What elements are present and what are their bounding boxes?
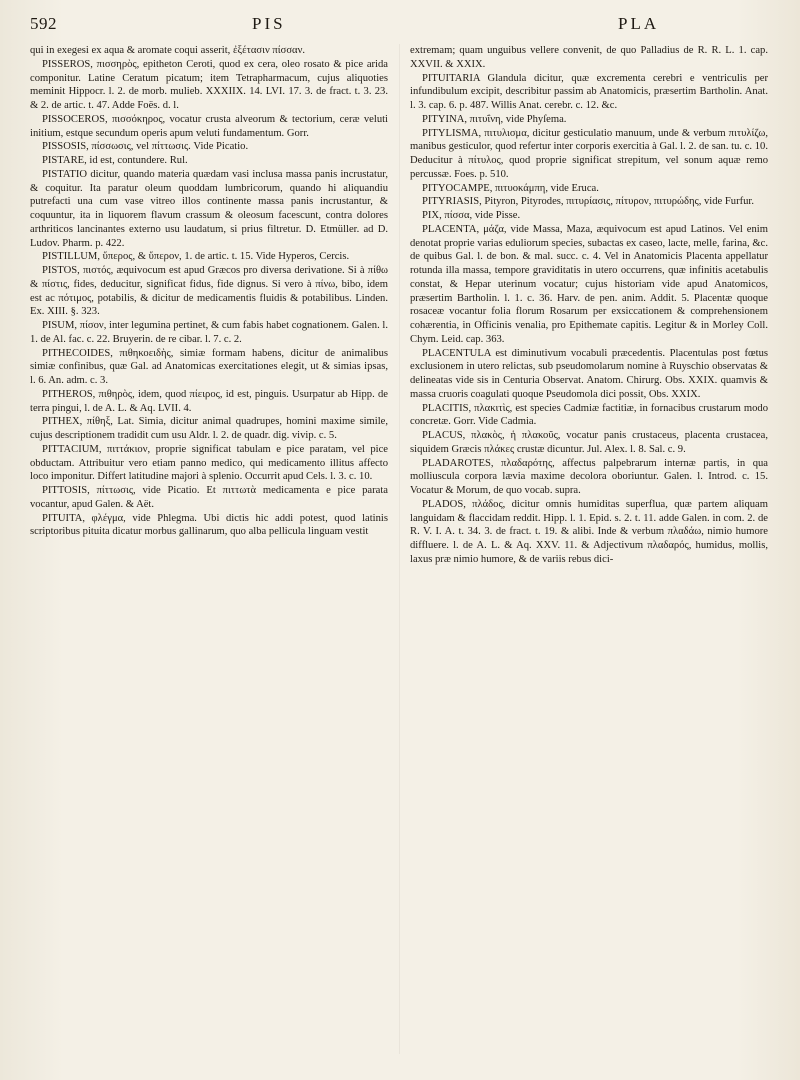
right-column: [410, 44, 768, 1064]
left-running-title: PIS: [252, 14, 286, 33]
entry-text: PISTARE, id est, contundere. Rul.: [42, 155, 188, 166]
entry-text: PISUM, πίσον, inter legumina pertinet, & cum fabis habet cognationem. Galen. l. 1. de Al. fac. c. 22. Bruyerin. de re cibar. l. 7. c. 2.: [30, 320, 388, 345]
entry-text: PIX, πίσσα, vide Pisse.: [422, 210, 521, 221]
entry-text: extremam; quam unguibus vellere convenit, de quo Palladius de R. R. L. 1. cap. XXVII. & XXIX.: [410, 45, 768, 70]
entry-text: PITTACIUM, πιττάκιον, proprie significat tabulam e pice paratam, vel pice obductam. Attribuitur vero etiam panno medico, qui medicamento illitus affecto loco imponitur. Differt latitudine majori à splenio. Occurrit apud Cels. l. 3. c. 10.: [30, 443, 388, 483]
entry-text: PLACUS, πλακὸς, ἡ πλακοῦς, vocatur panis crustaceus, placenta crustacea, siquidem Græcis πλάκες crustæ dicuntur. Jul. Alex. l. 8. Sal. c. 9.: [410, 430, 768, 455]
entry-text: qui in exegesi ex aqua & aromate coqui asserit, ἐξέτασιν πίσσαν.: [30, 45, 306, 56]
entry-text: PISSEROS, πισσηρὸς, epitheton Ceroti, quod ex cera, oleo rosato & pice arida componitur. Latine Ceratum picatum; item Tetrapharmacum, cujus aliquoties meminit Hippocr. l. 2. de morb. mulieb. XXXIIX. 14. LVI. 17. 3. de fract. t. 3. 23. & 2. de artic. t. 47. Adde Foës. d. l.: [30, 58, 388, 111]
entry-text: PITHECOIDES, πιθηκοειδὴς, simiæ formam habens, dicitur de animalibus simiæ confinibus, quæ Gal. ad Anatomicas exercitationes elegit, ut & simias ipsas, l. 6. An. adm. c. 3.: [30, 347, 388, 386]
entry-text: PISTOS, πιστός, æquivocum est apud Græcos pro diversa derivatione. Si à πίθω & πίστις, fides, deducitur, significat fidus, fide dignus. Si vero à πίνω, bibo, idem est ac πότιμος, potabilis, & dicitur de medicamentis fluidis & potabilibus. Linden. Ex. XIII. §. 323.: [30, 265, 388, 318]
entry-text: PLADOS, πλάδος, dicitur omnis humiditas superflua, quæ partem aliquam languidam & flaccidam reddit. Hipp. l. 1. Epid. s. 2. t. 11. adde Galen. in com. 2. de R. V. I. A. t. 34. 3. de fract. t. 19. & alibi. Inde & verbum πλαδάω, nimio humore diffluere. l. de A. L. & Aq. XXV. 11. & Adjectivum πλαδαρός, humidus, mollis, laxus præ nimio humore, & de variis rebus dici-: [410, 498, 768, 565]
page-number: 592: [30, 14, 57, 33]
column-gutter: [399, 44, 400, 1054]
right-running-title: PLA: [618, 14, 660, 33]
entry-text: PITHEROS, πιθηρὸς, idem, quod πίειρος, id est, pinguis. Usurpatur ab Hipp. de terra pingui, l. de A. L. & Aq. LVII. 4.: [30, 388, 388, 414]
entry-text: PITYOCAMPE, πιτυοκάμπη, vide Eruca.: [422, 182, 599, 194]
left-column: [30, 44, 388, 1064]
entry-text: PISSOSIS, πίσσωσις, vel πίττωσις. Vide Picatio.: [42, 141, 249, 153]
entry-text: PLACENTA, μάζα, vide Massa, Maza, æquivocum est apud Latinos. Vel enim denotat proprie varias eduliorum species, subactas ex caseo, lacte, melle, farina, &c. de quibus Gal. l. de bon. & mal. succ. c. 4. Vel in Anatomicis Placenta appellatur rotunda illa massa, tempore graviditatis in utero occurrens, quæ infinitis acetabulis constat, & Hepar uterinum vocatur; cujus historiam vide apud Anatomicos, præsertim Bartholin. l. 1. c. 36. Harv. de pen. anim. Addit. 5. Placentæ quoque rosaceæ vocantur folia florum Rosarum per exsiccationem & comprehensionem cohærentia, in Officinis venalia, pro Epithemate capitis. Legitur & in Morley Coll. Chym. Leid. cap. 363.: [410, 223, 768, 345]
entry-text: PITYRIASIS, Pityron, Pityrodes, πιτυρίασις, πίτυρον, πιτυρώδης, vide Furfur.: [422, 196, 755, 208]
entry-text: PITYLISMA, πιτυλισμα, dicitur gesticulatio manuum, unde & verbum πιτυλίζω, manibus gesticulor, quod refertur inter corporis exercitia à Gal. l. 2. de san. tu. c. 10. Deducitur à πίτυλος, quod proprie significat strepitum, vel sonum aquæ remo percussæ. Foes. p. 510.: [410, 127, 768, 180]
entry-text: PITTOSIS, πίττωσις, vide Picatio. Et πιττωτὰ medicamenta e pice parata vocantur, apud Galen. & Aët.: [30, 485, 388, 510]
running-header: [30, 14, 772, 38]
entry-text: PITYINA, πιτυΐνη, vide Phyſema.: [422, 113, 567, 125]
entry-text: PITUITA, φλέγμα, vide Phlegma. Ubi dictis hic addi potest, quod latinis scriptoribus pituita dicatur morbus gallinarum, quo alba pellicula linguam vestit: [30, 512, 388, 538]
entry-text: PLADAROTES, πλαδαρότης, affectus palpebrarum internæ partis, in qua molliuscula corpora lævia maxime decolora oboriuntur. Galen. l. Introd. c. 15. Vocatur & Morum, de quo vocab. supra.: [410, 457, 768, 496]
entry-text: PITHEX, πίθηξ, Lat. Simia, dicitur animal quadrupes, homini maxime simile, cujus descriptionem tradidit cum usu Aldr. l. 2. de quadr. dig. vivip. c. 5.: [30, 416, 388, 441]
entry-text: PISTATIO dicitur, quando materia quædam vasi inclusa massa panis incrustatur, & coquitur. Ita paratur oleum quoddam lumbricorum, quando hi aliquandiu putrefacti una cum vase vitreo illos continente massa panis incrustantur, & coquuntur, ita in liquorem flavum crassum & oleosum facescunt, contra dolores arthriticos lancinantes externo usu laudatum, si prius filtretur. D. Etmüller. ad D. Ludov. Pharm. p. 422.: [30, 168, 388, 249]
entry-text: PLACITIS, πλακιτὶς, est species Cadmiæ factitiæ, in fornacibus crustarum modo concretæ. Gorr. Vide Cadmia.: [410, 402, 768, 428]
entry-text: PISTILLUM, ὕπερος, & ὕπερον, 1. de artic. t. 15. Vide Hyperos, Cercis.: [42, 251, 350, 263]
entry-text: PLACENTULA est diminutivum vocabuli præcedentis. Placentulas post fœtus exclusionem in utero relictas, sub pseudomolarum nomine à Ruyschio observatas & delineatas vide sis in Centuria Observat. Anatom. Chirurg. Obs. XXIX. quamvis & massa cruoris coagulati quoque Pseudomola dici possit, Obs. XXIX.: [410, 347, 768, 400]
entry-text: PISSOCEROS, πισσόκηρος, vocatur crusta alveorum & tectorium, ceræ veluti initium, estque secundum operis apum veluti fundamentum. Gorr.: [30, 113, 388, 139]
entry-text: PITUITARIA Glandula dicitur, quæ excrementa cerebri e ventriculis per infundibulum excipit, describitur passim ab Anatomicis, præsertim Bartholin. Anat. l. 3. cap. 6. p. 487. Willis Anat. cerebr. c. 12. &c.: [410, 72, 768, 111]
